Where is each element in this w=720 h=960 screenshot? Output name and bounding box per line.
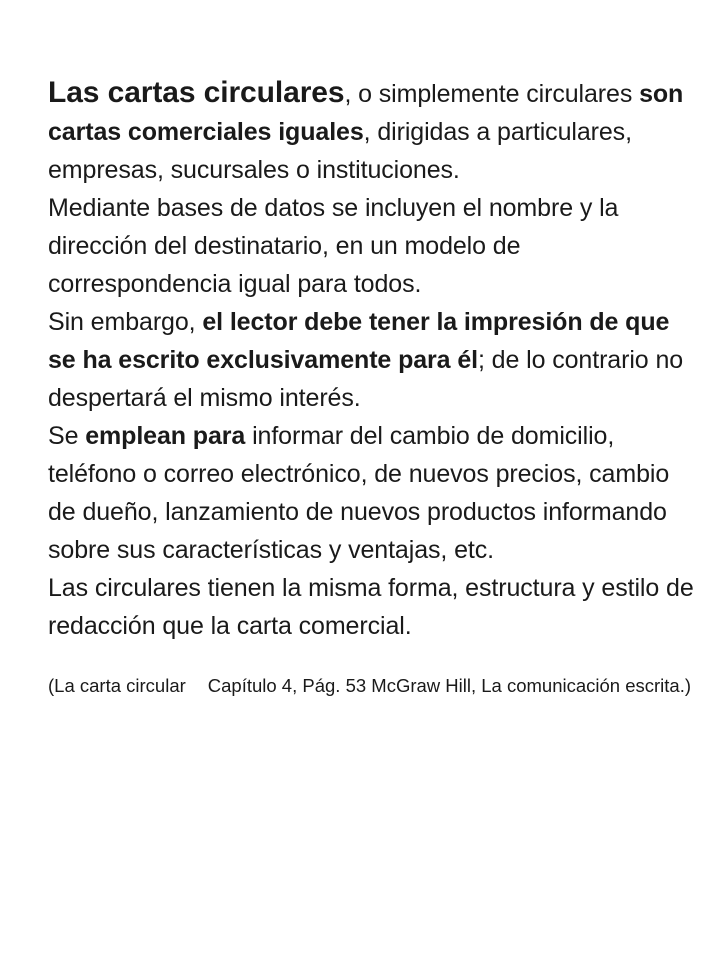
uses-bold: emplean para <box>85 422 246 450</box>
uses-text-1: Se <box>48 422 86 450</box>
document-title: Las cartas circulares <box>48 76 345 109</box>
paragraph-impression <box>48 303 698 417</box>
databases-text: Mediante bases de datos se incluyen el nombre y la dirección del destinatario, en un modelo de correspondencia igual para todos. <box>48 194 619 298</box>
structure-text: Las circulares tienen la misma forma, estructura y estilo de redacción que la carta comercial. <box>48 574 694 640</box>
paragraph-uses <box>48 417 698 569</box>
uses-text-2: informar del cambio de domicilio, teléfono o correo electrónico, de nuevos precios, cambio de dueño, lanzamiento de nuevos productos informando sobre sus características y ventajas, etc. <box>48 422 670 564</box>
source-part-1: (La carta circular <box>48 675 186 696</box>
document-page <box>48 74 698 720</box>
document-body <box>48 74 698 645</box>
source-part-2: Capítulo 4, Pág. 53 McGraw Hill, La comunicación escrita.) <box>207 675 692 696</box>
source-citation <box>48 671 698 701</box>
intro-text-2: , dirigidas a particulares, empresas, sucursales o instituciones. <box>48 118 632 184</box>
paragraph-intro <box>48 74 698 189</box>
paragraph-databases <box>48 189 698 303</box>
paragraph-structure <box>48 569 698 645</box>
impression-text-2: ; de lo contrario no despertará el mismo interés. <box>48 346 684 412</box>
intro-text-1: , o simplemente circulares <box>344 80 640 108</box>
impression-text-1: Sin embargo, <box>48 308 203 336</box>
intro-bold-definition: son cartas comerciales iguales <box>48 80 684 146</box>
impression-bold: el lector debe tener la impresión de que se ha escrito exclusivamente para él <box>48 308 670 374</box>
